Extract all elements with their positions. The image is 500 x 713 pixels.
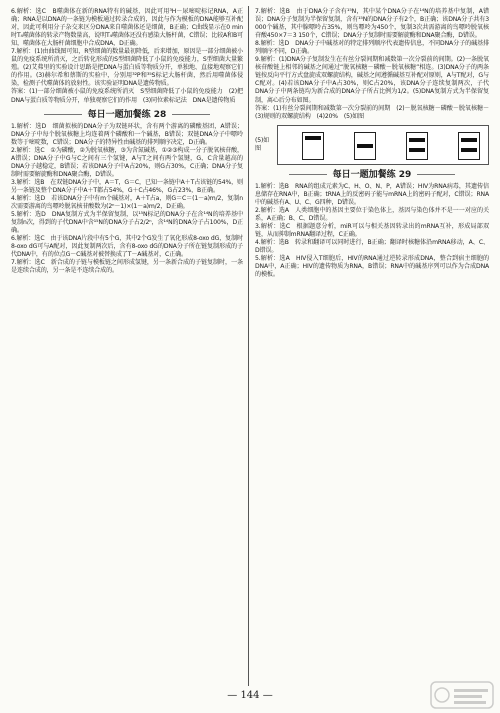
- section-title: 每日一题加餐练 29: [332, 169, 412, 180]
- watermark-logo: [430, 681, 494, 709]
- section-rule: [172, 114, 210, 115]
- answer-item: 6.解析：选C B噬菌体在新的RNA特有的碱基，因此可用³H－尿嘧啶标记RNA，A正确；RNA是以DNA的一条链为模板通过转录合成的，因此与作为模板的DNA能够互补配对，因此可利用分子杂交来区分DNA来自噬菌体还是细菌，B正确；C曲线显示在0 min时T₄噬菌体的转录产物数量高，说明T₄噬菌体还没有感染大肠杆菌，C错误；比较A和B可知，噬菌体在大肠杆菌细胞中合成DNA，D正确。: [11, 8, 243, 48]
- section-rule: [417, 174, 455, 175]
- dna-band: [409, 138, 425, 142]
- answer-item: 1.解析：选B RNA的组成元素为C、H、O、N、P，A错误；HIV为RNA病毒，其遗传信息储存在RNA中，B正确；tRNA上的反密码子能与mRNA上的密码子配对，C错误；RNA中的碱基有A、U、C、G四种，D错误。: [255, 182, 489, 206]
- figure-label: (5)如图: [255, 136, 270, 152]
- answer-item: 7.解析：选B 由于DNA分子含有¹⁵N，其中某个DNA分子在¹⁴N的培养基中复制，A错误；DNA分子复制为半保留复制，含有¹⁵N的DNA分子有2个，B正确；该DNA分子共有3 000个碱基，其中腺嘌呤占35%，则鸟嘌呤为450个，复制3次共需游离的鸟嘌呤脱氧核苷酸450×7＝3 150个，C错误；DNA分子复制时需要解旋酶和DNA聚合酶，D错误。: [255, 8, 489, 40]
- section-header: [11, 111, 243, 119]
- dna-band: [461, 138, 477, 142]
- section-title: 每日一题加餐练 28: [87, 109, 167, 120]
- answer-item: 6.解析：选C 由于该DNA片段中有5个G，其中2个G发生了氧化形成8-oxo dG，复制时8-oxo dG可与A配对，因此复制两次后，含有8-oxo dG的DNA分子所在链复制形成的子代DNA中，有的位点G－C碱基对被替换成了T－A碱基对，C正确。: [11, 235, 243, 259]
- answer-item: 3.解析：选B 在双链DNA分子中，A＝T，G＝C，已知一条链中A＋T占该链的54%，则另一条链及整个DNA分子中A＋T都占54%，G＋C占46%，G占23%，B正确。: [11, 178, 243, 194]
- answer-item: 4.解析：选B 转录和翻译可以同时进行，B正确；翻译时核糖体沿mRNA移动，A、C、D错误。: [255, 239, 489, 255]
- centrifuge-tube: [354, 132, 376, 160]
- answer-item: 2.解析：选A 人类细胞中的基因主要位于染色体上，基因与染色体并不是一一对应的关系，A正确；B、C、D错误。: [255, 206, 489, 222]
- centrifuge-figure: [255, 125, 489, 165]
- dna-band: [305, 136, 321, 140]
- answer-item: 2.解析：选C ①为磷酸，②为脱氧核糖，③为含氮碱基，①②③构成一分子脱氧核苷酸，A错误；DNA分子中G与C之间有三个氢键，A与T之间有两个氢键，G、C含量越高的DNA分子越稳定，B错误；若该DNA分子中A占20%，则G占30%，C正确；DNA分子复制时需要解旋酶和DNA聚合酶，D错误。: [11, 146, 243, 178]
- left-column: [11, 8, 243, 276]
- figure-frame: [277, 125, 489, 165]
- answer-item: 7.解析：选C 新合成的子链与模板链之间形成氢键，另一条新合成的子链复制时，一条是连续合成的，另一条是不连续合成的。: [11, 259, 243, 275]
- answer-item: 5.解析：选A HIV侵入T细胞后，HIV的RNA通过逆转录形成DNA，整合到宿主细胞的DNA中，A正确；HIV的遗传物质为RNA，B错误；RNA中的碱基序列可以作为合成DNA的模板。: [255, 255, 489, 279]
- centrifuge-tube: [458, 132, 480, 160]
- column-divider: [248, 6, 249, 686]
- centrifuge-tube: [406, 132, 428, 160]
- centrifuge-tube: [302, 132, 324, 160]
- right-column: [255, 8, 495, 279]
- answer-item: 9.解析：(1)DNA分子复制发生在有丝分裂间期和减数第一次分裂前的间期。(2)一条脱氧核苷酸链上相邻的碱基之间通过“脱氧核糖－磷酸－脱氧核糖”相连。(3)DNA分子的两条链按反向平行方式盘旋成双螺旋结构，碱基之间遵循碱基互补配对原则，A与T配对，G与C配对。(4)若该DNA分子中A占30%，则C占20%，该DNA分子连续复制两次，子代DNA分子中两条链均为新合成的DNA分子所占比例为1/2。(5)DNA复制方式为半保留复制，离心后分布如图。: [255, 56, 489, 104]
- answer-item: 答案：(1)一部分细菌被小鼠的免疫系统所消灭 S型细菌降低了小鼠的免疫能力 (2)把DNA与蛋白质等物质分开，单独观察它们的作用 (3)同位素标记法 DNA是遗传物质: [11, 88, 243, 104]
- section-header: [255, 171, 489, 179]
- answer-item: 7.解析：(1)由曲线图可知，R型细菌的数量最初降低，后来增加，原因是一部分细菌被小鼠的免疫系统所消灭，之后转化形成的S型细菌降低了小鼠的免疫能力，S型细菌大量繁殖。(2)艾弗里的实验设计思路是把DNA与蛋白质等物质分开，单独地、直接地观察它们的作用。(3)赫尔希和蔡斯的实验中，分别用³²P和³⁵S标记大肠杆菌，然后用噬菌体侵染，检测子代噬菌体的放射性。该实验证明DNA是遗传物质。: [11, 48, 243, 88]
- answer-item: 3.解析：选C 根据题意分析，miR可以与相关基因转录出的mRNA互补，形成局部双链，从而抑制mRNA翻译过程，C正确。: [255, 222, 489, 238]
- answer-item: 8.解析：选D DNA分子中碱基对的特定排列顺序代表遗传信息，不同DNA分子的碱基排列顺序不同，D正确。: [255, 40, 489, 56]
- dna-band: [357, 144, 373, 148]
- answer-item: 答案：(1)有丝分裂间期和减数第一次分裂前的间期 (2)－脱氧核糖－磷酸－脱氧核糖－ (3)规则的双螺旋结构 (4)20% (5)如图: [255, 104, 495, 120]
- section-rule: [44, 114, 82, 115]
- section-rule: [289, 174, 327, 175]
- page-number: — 144 —: [227, 690, 273, 701]
- dna-band: [461, 148, 477, 152]
- answer-item: 5.解析：选D DNA复制方式为半保留复制，以¹⁵N标记的DNA分子在含¹⁴N的培养基中复制n次，得到的子代DNA中含¹⁵N的DNA分子占2/2ⁿ，含¹⁴N的DNA分子占100%，D正确。: [11, 211, 243, 235]
- answer-item: 1.解析：选D 细菌拟核的DNA分子为双链环状，含有两个游离的磷酸基团，A错误；DNA分子中每个脱氧核糖上均连着两个磷酸和一个碱基，B错误；双链DNA分子中嘌呤数等于嘧啶数，C错误；DNA分子的特异性由碱基的排列顺序决定，D正确。: [11, 122, 243, 146]
- dna-band: [409, 148, 425, 152]
- answer-item: 4.解析：选D 若该DNA分子中有m个碱基对，A＋T占a，则G＝C＝(1－a)m/2，复制n次需要游离的鸟嘌呤脱氧核苷酸数为(2ⁿ－1)×(1－a)m/2，D正确。: [11, 195, 243, 211]
